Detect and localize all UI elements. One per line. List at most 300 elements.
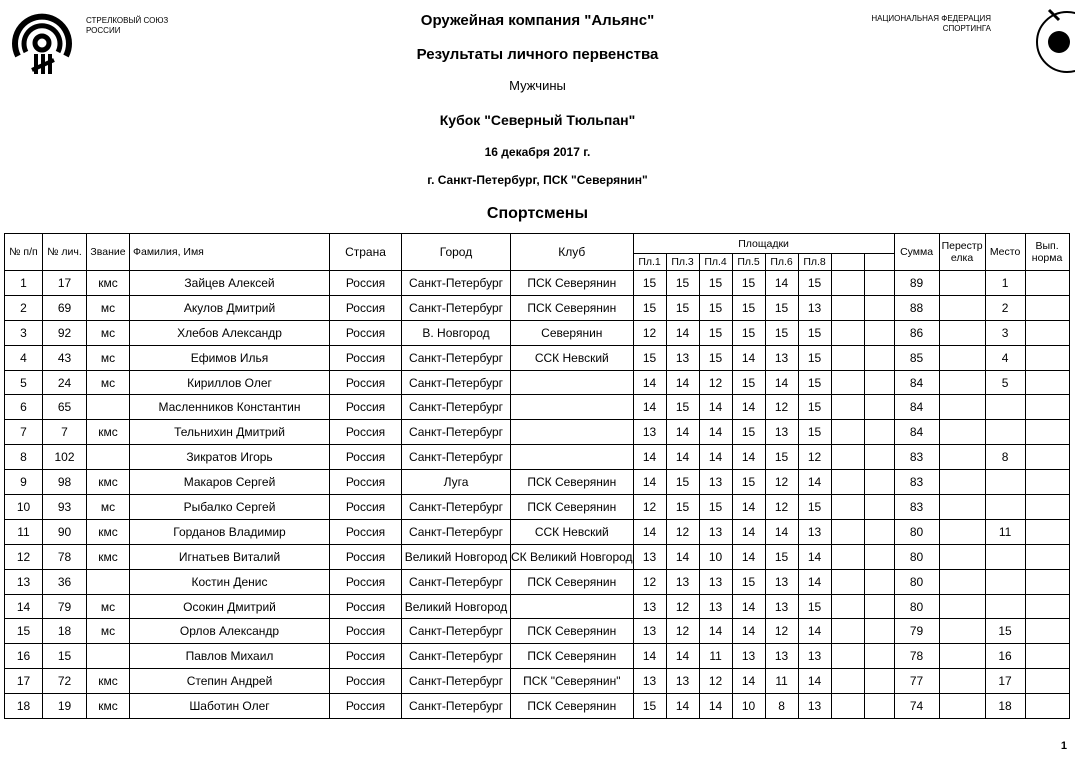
- cell-place: [985, 470, 1025, 495]
- col-header-range-1: Пл.1: [633, 254, 666, 271]
- cell-norm: [1025, 519, 1069, 544]
- cell-name: Костин Денис: [130, 569, 330, 594]
- col-header-rank: Звание: [87, 234, 130, 271]
- cell-lic: 17: [43, 271, 87, 296]
- cell-country: Россия: [330, 445, 402, 470]
- cell-score: 13: [633, 594, 666, 619]
- cell-npp: 2: [5, 295, 43, 320]
- table-row: [5, 694, 1070, 719]
- cell-score: 13: [798, 519, 831, 544]
- cell-score: 15: [633, 271, 666, 296]
- table-row: [5, 445, 1070, 470]
- cell-country: Россия: [330, 395, 402, 420]
- col-header-sum: Сумма: [894, 234, 939, 271]
- cell-lic: 65: [43, 395, 87, 420]
- cell-name: Зайцев Алексей: [130, 271, 330, 296]
- cell-score: 12: [699, 669, 732, 694]
- cell-name: Ефимов Илья: [130, 345, 330, 370]
- cell-score: 15: [798, 370, 831, 395]
- cell-npp: 15: [5, 619, 43, 644]
- cell-score: 13: [666, 569, 699, 594]
- table-row: [5, 594, 1070, 619]
- cell-score: 14: [699, 619, 732, 644]
- cell-country: Россия: [330, 669, 402, 694]
- cell-score: 14: [732, 544, 765, 569]
- cell-lic: 69: [43, 295, 87, 320]
- col-header-name: Фамилия, Имя: [130, 234, 330, 271]
- cell-name: Масленников Константин: [130, 395, 330, 420]
- table-row: [5, 295, 1070, 320]
- table-row: [5, 544, 1070, 569]
- cell-score: 14: [633, 644, 666, 669]
- cell-club: ССК Невский: [511, 519, 634, 544]
- cell-score: 15: [699, 271, 732, 296]
- cell-score: [864, 395, 894, 420]
- cell-city: В. Новгород: [402, 320, 511, 345]
- cell-npp: 14: [5, 594, 43, 619]
- cell-rank: [87, 644, 130, 669]
- cell-name: Горданов Владимир: [130, 519, 330, 544]
- cell-score: [864, 569, 894, 594]
- cell-norm: [1025, 395, 1069, 420]
- cell-place: 8: [985, 445, 1025, 470]
- col-header-norm: Вып. норма: [1025, 234, 1069, 271]
- cell-country: Россия: [330, 470, 402, 495]
- cell-club: ПСК Северянин: [511, 619, 634, 644]
- table-row: [5, 320, 1070, 345]
- col-header-range-3: Пл.4: [699, 254, 732, 271]
- cell-score: 14: [732, 594, 765, 619]
- cell-score: [831, 495, 864, 520]
- cell-score: 13: [765, 569, 798, 594]
- cell-score: 12: [633, 569, 666, 594]
- cell-score: [831, 420, 864, 445]
- col-header-lic: № лич.: [43, 234, 87, 271]
- cell-lic: 19: [43, 694, 87, 719]
- cell-score: 15: [798, 271, 831, 296]
- cell-place: 11: [985, 519, 1025, 544]
- cell-score: [831, 271, 864, 296]
- event-place: г. Санкт-Петербург, ПСК "Северянин": [427, 173, 648, 187]
- cell-city: Великий Новгород: [402, 544, 511, 569]
- cell-lic: 43: [43, 345, 87, 370]
- cell-shootoff: [939, 495, 985, 520]
- cell-score: [864, 669, 894, 694]
- cell-score: [864, 594, 894, 619]
- cell-lic: 98: [43, 470, 87, 495]
- cell-npp: 13: [5, 569, 43, 594]
- cell-score: 15: [732, 295, 765, 320]
- cell-score: 15: [798, 320, 831, 345]
- cell-shootoff: [939, 519, 985, 544]
- cell-country: Россия: [330, 594, 402, 619]
- cell-place: 3: [985, 320, 1025, 345]
- cell-score: 14: [633, 470, 666, 495]
- cell-rank: мс: [87, 370, 130, 395]
- cell-rank: кмс: [87, 420, 130, 445]
- cell-rank: мс: [87, 295, 130, 320]
- cell-norm: [1025, 271, 1069, 296]
- org-left-line-2: РОССИИ: [86, 26, 121, 35]
- cell-score: 14: [732, 445, 765, 470]
- cell-score: 14: [633, 370, 666, 395]
- cell-score: [864, 345, 894, 370]
- cell-rank: кмс: [87, 694, 130, 719]
- table-row: [5, 669, 1070, 694]
- cell-sum: 80: [894, 519, 939, 544]
- cell-score: 8: [765, 694, 798, 719]
- cell-lic: 15: [43, 644, 87, 669]
- cell-country: Россия: [330, 519, 402, 544]
- cell-score: 11: [765, 669, 798, 694]
- cell-npp: 16: [5, 644, 43, 669]
- cell-place: [985, 544, 1025, 569]
- cell-city: Санкт-Петербург: [402, 345, 511, 370]
- cell-score: 14: [732, 495, 765, 520]
- cell-lic: 79: [43, 594, 87, 619]
- cell-score: [864, 370, 894, 395]
- cell-sum: 89: [894, 271, 939, 296]
- cell-npp: 6: [5, 395, 43, 420]
- cell-score: 14: [666, 420, 699, 445]
- cell-lic: 24: [43, 370, 87, 395]
- cell-country: Россия: [330, 295, 402, 320]
- cell-rank: кмс: [87, 519, 130, 544]
- cell-city: Санкт-Петербург: [402, 395, 511, 420]
- cell-lic: 18: [43, 619, 87, 644]
- cell-city: Санкт-Петербург: [402, 370, 511, 395]
- cell-norm: [1025, 619, 1069, 644]
- cell-club: [511, 420, 634, 445]
- cell-name: Хлебов Александр: [130, 320, 330, 345]
- cell-rank: кмс: [87, 544, 130, 569]
- cell-name: Степин Андрей: [130, 669, 330, 694]
- cup-title: Кубок "Северный Тюльпан": [439, 112, 636, 128]
- cell-shootoff: [939, 320, 985, 345]
- cell-norm: [1025, 470, 1069, 495]
- col-header-range-8: [864, 254, 894, 271]
- cell-place: 15: [985, 619, 1025, 644]
- cell-lic: 36: [43, 569, 87, 594]
- cell-lic: 93: [43, 495, 87, 520]
- cell-norm: [1025, 445, 1069, 470]
- cell-place: [985, 395, 1025, 420]
- cell-score: 14: [666, 445, 699, 470]
- cell-country: Россия: [330, 644, 402, 669]
- cell-npp: 10: [5, 495, 43, 520]
- cell-npp: 18: [5, 694, 43, 719]
- cell-place: 5: [985, 370, 1025, 395]
- cell-rank: мс: [87, 320, 130, 345]
- cell-place: 18: [985, 694, 1025, 719]
- cell-sum: 80: [894, 544, 939, 569]
- cell-city: Санкт-Петербург: [402, 669, 511, 694]
- cell-score: 12: [666, 619, 699, 644]
- cell-score: 12: [765, 395, 798, 420]
- cell-norm: [1025, 594, 1069, 619]
- cell-name: Кириллов Олег: [130, 370, 330, 395]
- cell-shootoff: [939, 619, 985, 644]
- cell-score: [831, 694, 864, 719]
- cell-sum: 83: [894, 445, 939, 470]
- cell-city: Санкт-Петербург: [402, 271, 511, 296]
- cell-club: ПСК Северянин: [511, 644, 634, 669]
- cell-rank: [87, 445, 130, 470]
- cell-score: 13: [699, 470, 732, 495]
- cell-club: Северянин: [511, 320, 634, 345]
- org-right-line-2: СПОРТИНГА: [942, 24, 991, 33]
- cell-country: Россия: [330, 370, 402, 395]
- cell-rank: кмс: [87, 271, 130, 296]
- cell-shootoff: [939, 395, 985, 420]
- cell-score: [864, 320, 894, 345]
- cell-score: 13: [633, 420, 666, 445]
- cell-score: [831, 544, 864, 569]
- cell-score: 13: [798, 644, 831, 669]
- col-header-place: Место: [985, 234, 1025, 271]
- cell-shootoff: [939, 295, 985, 320]
- cell-npp: 5: [5, 370, 43, 395]
- cell-lic: 102: [43, 445, 87, 470]
- cell-npp: 12: [5, 544, 43, 569]
- table-row: [5, 519, 1070, 544]
- cell-lic: 90: [43, 519, 87, 544]
- cell-score: [831, 569, 864, 594]
- cell-city: Луга: [402, 470, 511, 495]
- table-row: [5, 271, 1070, 296]
- cell-place: [985, 420, 1025, 445]
- cell-rank: мс: [87, 594, 130, 619]
- cell-score: 15: [699, 345, 732, 370]
- cell-score: [831, 519, 864, 544]
- cell-score: [831, 669, 864, 694]
- cell-lic: 7: [43, 420, 87, 445]
- cell-norm: [1025, 669, 1069, 694]
- cell-score: [831, 594, 864, 619]
- cell-score: 14: [633, 395, 666, 420]
- cell-score: 15: [732, 271, 765, 296]
- cell-score: 15: [798, 495, 831, 520]
- cell-score: 11: [699, 644, 732, 669]
- cell-score: 13: [732, 644, 765, 669]
- cell-score: [831, 295, 864, 320]
- cell-score: 15: [732, 470, 765, 495]
- cell-score: 15: [798, 420, 831, 445]
- cell-norm: [1025, 370, 1069, 395]
- cell-sum: 84: [894, 420, 939, 445]
- cell-score: 15: [666, 295, 699, 320]
- cell-club: [511, 370, 634, 395]
- col-header-range-2: Пл.3: [666, 254, 699, 271]
- cell-rank: [87, 569, 130, 594]
- cell-score: 14: [699, 694, 732, 719]
- table-row: [5, 644, 1070, 669]
- cell-score: 14: [732, 345, 765, 370]
- cell-name: Орлов Александр: [130, 619, 330, 644]
- table-row: [5, 569, 1070, 594]
- event-date: 16 декабря 2017 г.: [484, 145, 591, 159]
- cell-shootoff: [939, 644, 985, 669]
- cell-score: 13: [699, 519, 732, 544]
- cell-score: 15: [699, 495, 732, 520]
- col-header-club: Клуб: [511, 234, 634, 271]
- table-row: [5, 495, 1070, 520]
- cell-country: Россия: [330, 619, 402, 644]
- cell-score: 13: [633, 669, 666, 694]
- cell-club: ПСК "Северянин": [511, 669, 634, 694]
- cell-score: [864, 495, 894, 520]
- cell-score: [864, 694, 894, 719]
- cell-place: 16: [985, 644, 1025, 669]
- cell-score: 14: [666, 644, 699, 669]
- cell-sum: 84: [894, 370, 939, 395]
- cell-club: [511, 445, 634, 470]
- cell-score: 14: [666, 320, 699, 345]
- cell-score: 14: [798, 669, 831, 694]
- cell-city: Санкт-Петербург: [402, 295, 511, 320]
- cell-country: Россия: [330, 544, 402, 569]
- cell-norm: [1025, 295, 1069, 320]
- cell-city: Санкт-Петербург: [402, 569, 511, 594]
- cell-country: Россия: [330, 569, 402, 594]
- cell-sum: 83: [894, 495, 939, 520]
- cell-sum: 85: [894, 345, 939, 370]
- cell-score: 13: [699, 594, 732, 619]
- cell-score: 15: [765, 295, 798, 320]
- cell-score: [864, 420, 894, 445]
- cell-score: [831, 445, 864, 470]
- cell-shootoff: [939, 345, 985, 370]
- cell-score: 13: [765, 644, 798, 669]
- cell-shootoff: [939, 694, 985, 719]
- cell-score: 14: [633, 445, 666, 470]
- cell-shootoff: [939, 271, 985, 296]
- col-header-npp: № п/п: [5, 234, 43, 271]
- cell-score: 13: [699, 569, 732, 594]
- col-header-country: Страна: [330, 234, 402, 271]
- cell-score: 14: [732, 619, 765, 644]
- cell-score: 13: [798, 295, 831, 320]
- cell-score: 13: [633, 544, 666, 569]
- cell-score: [864, 271, 894, 296]
- cell-norm: [1025, 495, 1069, 520]
- cell-shootoff: [939, 445, 985, 470]
- cell-sum: 80: [894, 594, 939, 619]
- cell-score: 15: [633, 694, 666, 719]
- cell-name: Павлов Михаил: [130, 644, 330, 669]
- cell-score: 14: [765, 271, 798, 296]
- cell-score: [864, 619, 894, 644]
- cell-shootoff: [939, 420, 985, 445]
- cell-score: 12: [633, 495, 666, 520]
- cell-score: 14: [633, 519, 666, 544]
- cell-score: [831, 470, 864, 495]
- cell-place: [985, 495, 1025, 520]
- cell-name: Шаботин Олег: [130, 694, 330, 719]
- cell-name: Акулов Дмитрий: [130, 295, 330, 320]
- org-right-line-1: НАЦИОНАЛЬНАЯ ФЕДЕРАЦИЯ: [871, 14, 991, 23]
- cell-city: Санкт-Петербург: [402, 644, 511, 669]
- cell-place: 17: [985, 669, 1025, 694]
- col-header-ranges: Площадки: [633, 234, 894, 254]
- cell-score: 14: [798, 569, 831, 594]
- cell-score: 14: [765, 370, 798, 395]
- cell-score: 13: [666, 345, 699, 370]
- cell-score: 12: [765, 470, 798, 495]
- cell-score: [864, 295, 894, 320]
- cell-score: 15: [765, 320, 798, 345]
- cell-score: 15: [633, 345, 666, 370]
- cell-score: 12: [765, 495, 798, 520]
- table-row: [5, 370, 1070, 395]
- cell-score: [831, 644, 864, 669]
- cell-score: 10: [699, 544, 732, 569]
- cell-score: [831, 370, 864, 395]
- cell-score: 15: [732, 320, 765, 345]
- cell-npp: 7: [5, 420, 43, 445]
- cell-score: [864, 445, 894, 470]
- cell-name: Зикратов Игорь: [130, 445, 330, 470]
- cell-shootoff: [939, 470, 985, 495]
- cell-score: 14: [798, 619, 831, 644]
- company-title: Оружейная компания "Альянс": [420, 12, 655, 29]
- cell-sum: 78: [894, 644, 939, 669]
- cell-city: Великий Новгород: [402, 594, 511, 619]
- cell-score: 15: [732, 420, 765, 445]
- cell-city: Санкт-Петербург: [402, 619, 511, 644]
- cell-sum: 86: [894, 320, 939, 345]
- cell-sum: 84: [894, 395, 939, 420]
- col-header-range-5: Пл.6: [765, 254, 798, 271]
- cell-rank: [87, 395, 130, 420]
- cell-country: Россия: [330, 345, 402, 370]
- cell-club: [511, 395, 634, 420]
- cell-country: Россия: [330, 271, 402, 296]
- cell-norm: [1025, 420, 1069, 445]
- cell-score: 13: [633, 619, 666, 644]
- cell-country: Россия: [330, 320, 402, 345]
- cell-city: Санкт-Петербург: [402, 445, 511, 470]
- cell-score: 15: [633, 295, 666, 320]
- cell-sum: 88: [894, 295, 939, 320]
- cell-npp: 17: [5, 669, 43, 694]
- cell-norm: [1025, 544, 1069, 569]
- cell-score: 14: [798, 470, 831, 495]
- cell-club: [511, 594, 634, 619]
- cell-score: 15: [798, 345, 831, 370]
- cell-score: 15: [666, 470, 699, 495]
- cell-score: 15: [765, 445, 798, 470]
- cell-rank: кмс: [87, 669, 130, 694]
- cell-npp: 4: [5, 345, 43, 370]
- cell-country: Россия: [330, 420, 402, 445]
- cell-score: [831, 395, 864, 420]
- cell-lic: 92: [43, 320, 87, 345]
- cell-score: 15: [798, 594, 831, 619]
- cell-lic: 78: [43, 544, 87, 569]
- cell-score: 12: [633, 320, 666, 345]
- cell-score: 13: [765, 420, 798, 445]
- cell-club: ПСК Северянин: [511, 470, 634, 495]
- cell-score: [864, 644, 894, 669]
- cell-score: [831, 345, 864, 370]
- cell-place: [985, 569, 1025, 594]
- results-table: [4, 233, 1070, 719]
- cell-score: 15: [765, 544, 798, 569]
- cell-score: 12: [798, 445, 831, 470]
- cell-sum: 83: [894, 470, 939, 495]
- cell-score: 15: [666, 395, 699, 420]
